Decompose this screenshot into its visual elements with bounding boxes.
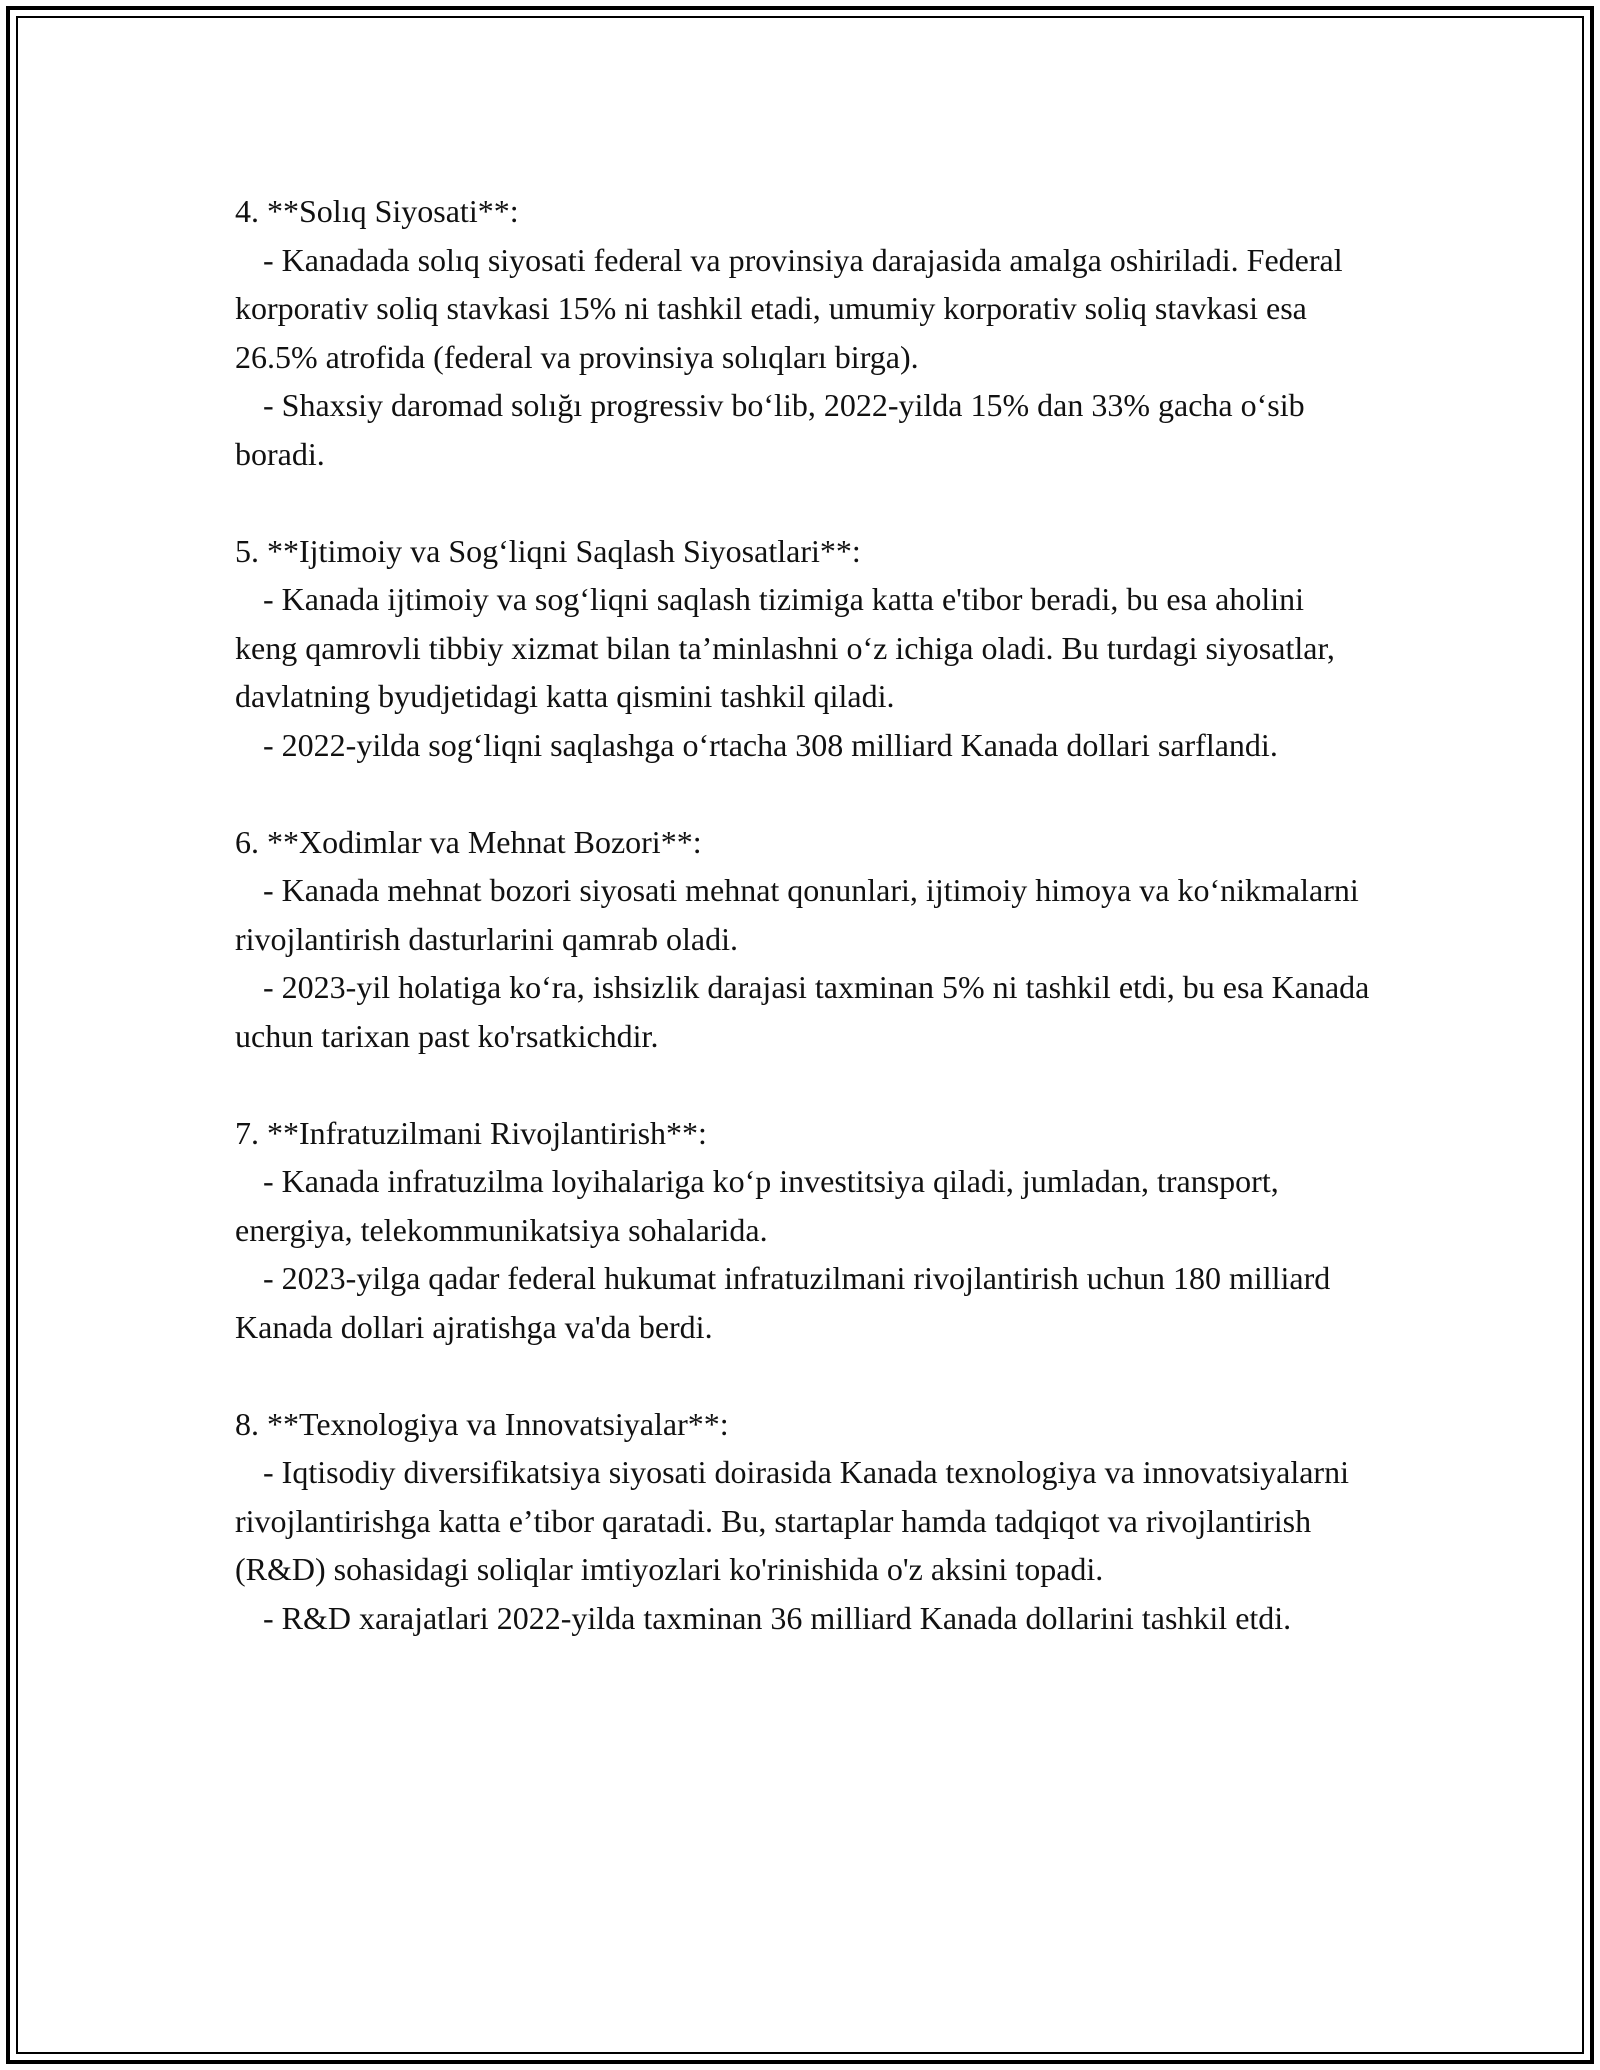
bullet-item: - R&D xarajatlari 2022-yilda taxminan 36 milliard Kanada dollarini tashkil etdi. <box>263 1599 1292 1636</box>
section-technology-innovation <box>235 1400 1370 1643</box>
document-body <box>235 187 1370 1691</box>
section-social-health-policy <box>235 527 1370 770</box>
section-heading: 5. **Ijtimoiy va Sogʻliqni Saqlash Siyosatlari**: <box>235 532 861 569</box>
section-heading: 8. **Texnologiya va Innovatsiyalar**: <box>235 1405 729 1442</box>
bullet-item: - 2023-yilga qadar federal hukumat infratuzilmani rivojlantirish uchun 180 milliard Kanada dollari ajratishga va'da berdi. <box>235 1260 1331 1345</box>
bullet-item: - Shaxsiy daromad solığı progressiv boʻlib, 2022-yilda 15% dan 33% gacha oʻsib boradi. <box>235 387 1305 472</box>
bullet-item: - 2022-yilda sogʻliqni saqlashga oʻrtacha 308 milliard Kanada dollari sarflandi. <box>263 726 1278 763</box>
bullet-item: - Kanadada solıq siyosati federal va provinsiya darajasida amalga oshiriladi. Federal korporativ soliq stavkasi 15% ni tashkil etadi, umumiy korporativ soliq stavkasi esa 26.5% atrofida (federal va provinsiya solıqları birga). <box>235 241 1343 375</box>
section-labor-market <box>235 818 1370 1061</box>
bullet-item: - Kanada infratuzilma loyihalariga koʻp investitsiya qiladi, jumladan, transport, energiya, telekommunikatsiya sohalarida. <box>235 1163 1279 1248</box>
bullet-item: - Iqtisodiy diversifikatsiya siyosati doirasida Kanada texnologiya va innovatsiyalarni rivojlantirishga katta eʼtibor qaratadi. Bu, startaplar hamda tadqiqot va rivojlantirish (R&D) sohasidagi soliqlar imtiyozlari ko'rinishida o'z aksini topadi. <box>235 1454 1349 1587</box>
section-heading: 6. **Xodimlar va Mehnat Bozori**: <box>235 823 702 860</box>
section-tax-policy <box>235 187 1370 478</box>
bullet-item: - Kanada mehnat bozori siyosati mehnat qonunlari, ijtimoiy himoya va koʻnikmalarni rivojlantirish dasturlarini qamrab oladi. <box>235 872 1359 957</box>
section-heading: 4. **Solıq Siyosati**: <box>235 193 519 229</box>
section-heading: 7. **Infratuzilmani Rivojlantirish**: <box>235 1114 707 1151</box>
bullet-item: - 2023-yil holatiga koʻra, ishsizlik darajasi taxminan 5% ni tashkil etdi, bu esa Kanada uchun tarixan past ko'rsatkichdir. <box>235 969 1370 1054</box>
section-infrastructure <box>235 1109 1370 1352</box>
bullet-item: - Kanada ijtimoiy va sogʻliqni saqlash tizimiga katta e'tibor beradi, bu esa aholini keng qamrovli tibbiy xizmat bilan taʼminlashni oʻz ichiga oladi. Bu turdagi siyosatlar, davlatning byudjetidagi katta qismini tashkil qiladi. <box>235 581 1335 714</box>
